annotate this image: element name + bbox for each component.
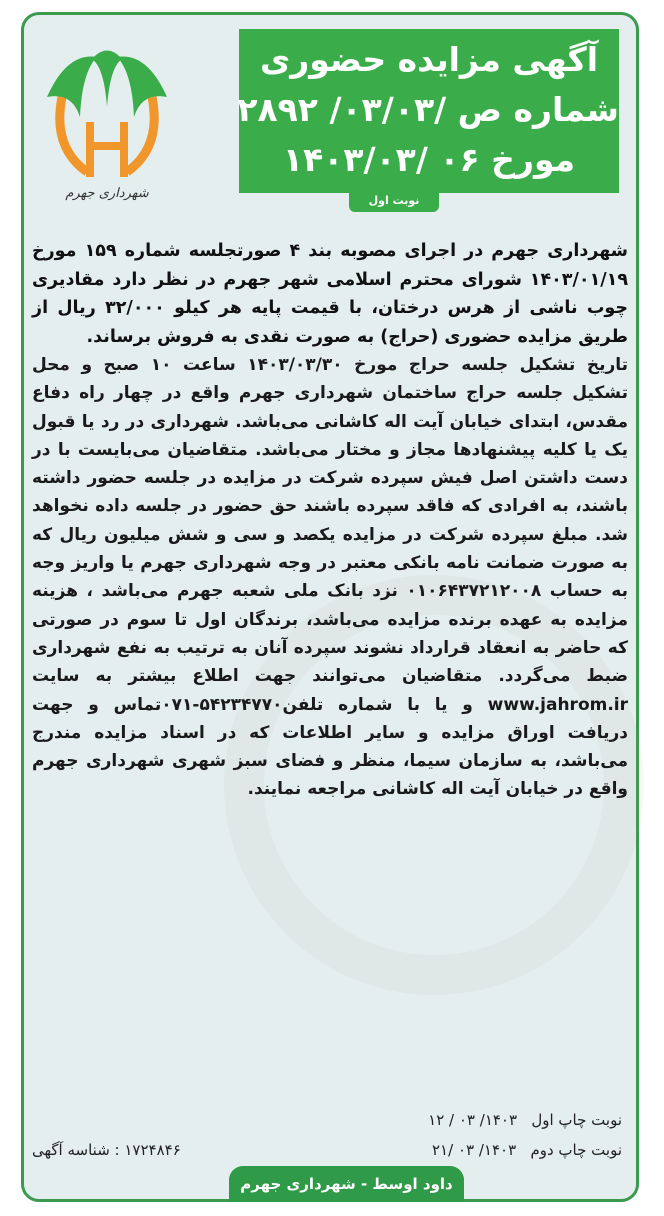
first-print-label: نوبت چاپ اول — [531, 1111, 622, 1129]
title-box — [239, 29, 619, 193]
title-line-2: شماره ص /۰۳/۰۳/ ۲۸۹۲ — [237, 90, 619, 129]
footer-tab: داود اوسط - شهرداری جهرم — [229, 1166, 464, 1202]
ad-id: ۱۷۲۴۸۴۶ : شناسه آگهی — [32, 1141, 181, 1159]
first-print-row — [32, 1105, 622, 1135]
website-link[interactable]: www.jahrom.ir — [487, 694, 629, 715]
details-paragraph — [32, 351, 628, 804]
intro-paragraph: شهرداری جهرم در اجرای مصوبه بند ۴ صورتجلسه شماره ۱۵۹ مورخ ۱۴۰۳/۰۱/۱۹ شورای محترم اسلامی شهر جهرم در نظر دارد مقادیری چوب ناشی از هرس درختان، با قیمت پایه هر کیلو ۳۲/۰۰۰ ریال از طریق مزایده حضوری (حراج) به صورت نقدی به فروش برساند. — [32, 241, 629, 347]
print-dates — [32, 1105, 622, 1165]
title-line-1: آگهی مزایده حضوری — [259, 40, 599, 79]
ad-frame — [21, 12, 639, 1202]
second-print-row — [32, 1135, 622, 1165]
title-line-3: مورخ ۰۶ /۱۴۰۳/۰۳ — [282, 140, 576, 179]
print-round-badge: نوبت اول — [349, 190, 439, 212]
municipality-logo — [42, 37, 172, 207]
details-text-b: و یا با شماره تلفن۵۴۲۳۴۷۷۰-۰۷۱تماس و جهت دریافت اوراق مزایده و سایر اطلاعات که در اسناد مزایده مندرج می‌باشد، به سازمان سیما، منظر و فضای سبز شهری شهرداری جهرم واقع در خیابان آیت اله کاشانی مراجعه نمایند. — [32, 694, 628, 800]
ad-body — [32, 237, 628, 804]
details-text-a: تاریخ تشکیل جلسه حراج مورخ ۱۴۰۳/۰۳/۳۰ ساعت ۱۰ صبح و محل تشکیل جلسه حراج ساختمان شهرداری جهرم واقع در چهار راه دفاع مقدس، ابتدای خیابان آیت اله کاشانی می‌باشد. شهرداری در رد یا قبول یک یا کلیه پیشنهادها مجاز و مختار می‌باشد. متقاضیان می‌بایست با در دست داشتن اصل فیش سپرده شرکت در مزایده در جلسه حضور داشته باشند، به افرادی که فاقد سپرده باشند حق حضور در جلسه داده نخواهد شد. مبلغ سپرده شرکت در مزایده یکصد و سی و شش میلیون ریال که به صورت ضمانت نامه بانکی معتبر در وجه شهرداری جهرم یا واریز وجه به حساب ۰۱۰۶۴۳۷۲۱۲۰۰۸ نزد بانک ملی شعبه جهرم می‌باشد ، هزینه مزایده به عهده برنده مزایده می‌باشد، برندگان اول تا سوم در صورتی که حاضر به انعقاد قرارداد نشوند سپرده آنان به ترتیب به نفع شهرداری ضبط می‌گردد. متقاضیان می‌توانند جهت اطلاع بیشتر به سایت — [32, 355, 629, 687]
second-print-date: ۱۴۰۳/ ۰۳ /۲۱ — [432, 1141, 517, 1159]
first-print-date: ۱۴۰۳/ ۰۳ / ۱۲ — [428, 1111, 518, 1129]
logo-caption: شهرداری جهرم — [65, 186, 149, 201]
second-print-label: نوبت چاپ دوم — [530, 1141, 622, 1159]
